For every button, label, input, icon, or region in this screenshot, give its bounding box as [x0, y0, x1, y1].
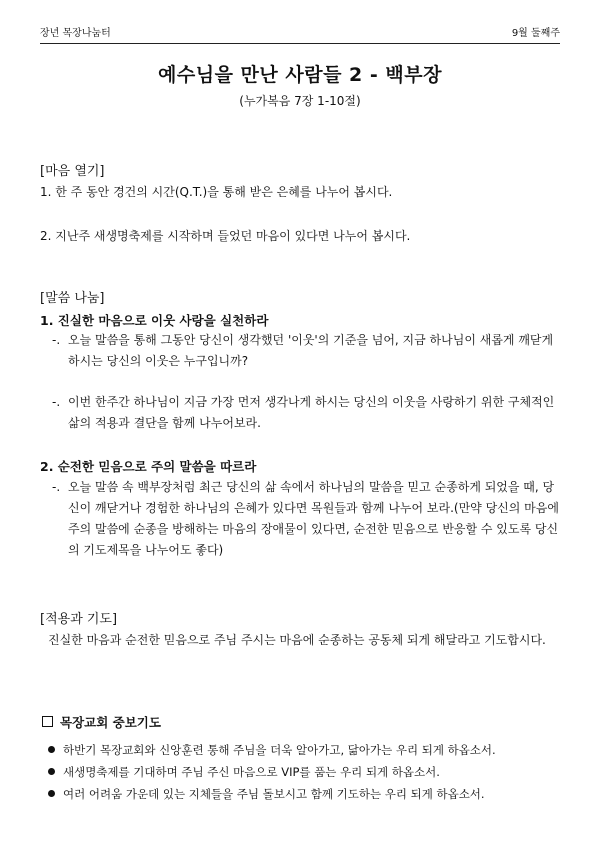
dash-marker: -. — [52, 333, 61, 347]
prayer-text: 진실한 마음과 순전한 믿음으로 주님 주시는 마음에 순종하는 공동체 되게 해달라고 기도합시다. — [48, 633, 546, 647]
prayer-heading: [적용과 기도] — [40, 612, 118, 627]
header-divider — [40, 43, 560, 44]
checkbox-square-icon — [42, 716, 53, 727]
sharing-sub1-item-2 — [52, 392, 562, 434]
bullet-text: 여러 어려움 가운데 있는 지체들을 주님 돌보시고 함께 기도하는 우리 되게 하옵소서. — [63, 787, 485, 801]
bullet-icon — [48, 746, 55, 753]
header-left: 장년 목장나눔터 — [40, 28, 111, 39]
dash-marker: -. — [52, 480, 61, 494]
church-prayer-bullet-3 — [48, 786, 485, 802]
bullet-icon — [48, 768, 55, 775]
dash-text: 오늘 말씀 속 백부장처럼 최근 당신의 삶 속에서 하나님의 말씀을 믿고 순종하게 되었을 때, 당신이 깨닫거나 경험한 하나님의 은혜가 있다면 목원들과 함께 나누어 보라.(만약 당신의 마음에 주의 말씀에 순종을 방해하는 마음의 장애물이 있다면, 순전한 믿음으로 반응할 수 있도록 당신의 기도제목을 나누어도 좋다) — [68, 480, 559, 557]
sharing-sub1-item-1 — [52, 330, 562, 372]
opening-item-2: 2. 지난주 새생명축제를 시작하며 들었던 마음이 있다면 나누어 봅시다. — [40, 229, 411, 243]
page-header — [40, 24, 560, 42]
opening-heading: [마음 열기] — [40, 164, 105, 179]
bullet-text: 새생명축제를 기대하며 주님 주신 마음으로 VIP를 품는 우리 되게 하옵소서. — [63, 765, 440, 779]
sharing-heading: [말씀 나눔] — [40, 291, 105, 306]
sharing-sub2-item-1 — [52, 477, 562, 561]
dash-text: 이번 한주간 하나님이 지금 가장 먼저 생각나게 하시는 당신의 이웃을 사랑하기 위한 구체적인 삶의 적용과 결단을 함께 나누어보라. — [68, 395, 555, 430]
dash-text: 오늘 말씀을 통해 그동안 당신이 생각했던 '이웃'의 기준을 넘어, 지금 하나님이 새롭게 깨닫게 하시는 당신의 이웃은 누구입니까? — [68, 333, 554, 368]
sharing-sub2-title: 2. 순전한 믿음으로 주의 말씀을 따르라 — [40, 459, 257, 474]
church-prayer-heading: 목장교회 중보기도 — [60, 715, 161, 730]
bullet-icon — [48, 790, 55, 797]
page-subtitle: (누가복음 7장 1-10절) — [239, 94, 361, 108]
dash-marker: -. — [52, 395, 61, 409]
church-prayer-bullet-2 — [48, 764, 440, 780]
sharing-sub1-title: 1. 진실한 마음으로 이웃 사랑을 실천하라 — [40, 313, 269, 328]
header-right: 9월 둘째주 — [511, 28, 560, 39]
page-title: 예수님을 만난 사람들 2 - 백부장 — [158, 64, 442, 86]
opening-item-1: 1. 한 주 동안 경건의 시간(Q.T.)을 통해 받은 은혜를 나누어 봅시다. — [40, 185, 393, 199]
church-prayer-bullet-1 — [48, 742, 496, 758]
bullet-text: 하반기 목장교회와 신앙훈련 통해 주님을 더욱 알아가고, 닮아가는 우리 되게 하옵소서. — [63, 743, 496, 757]
